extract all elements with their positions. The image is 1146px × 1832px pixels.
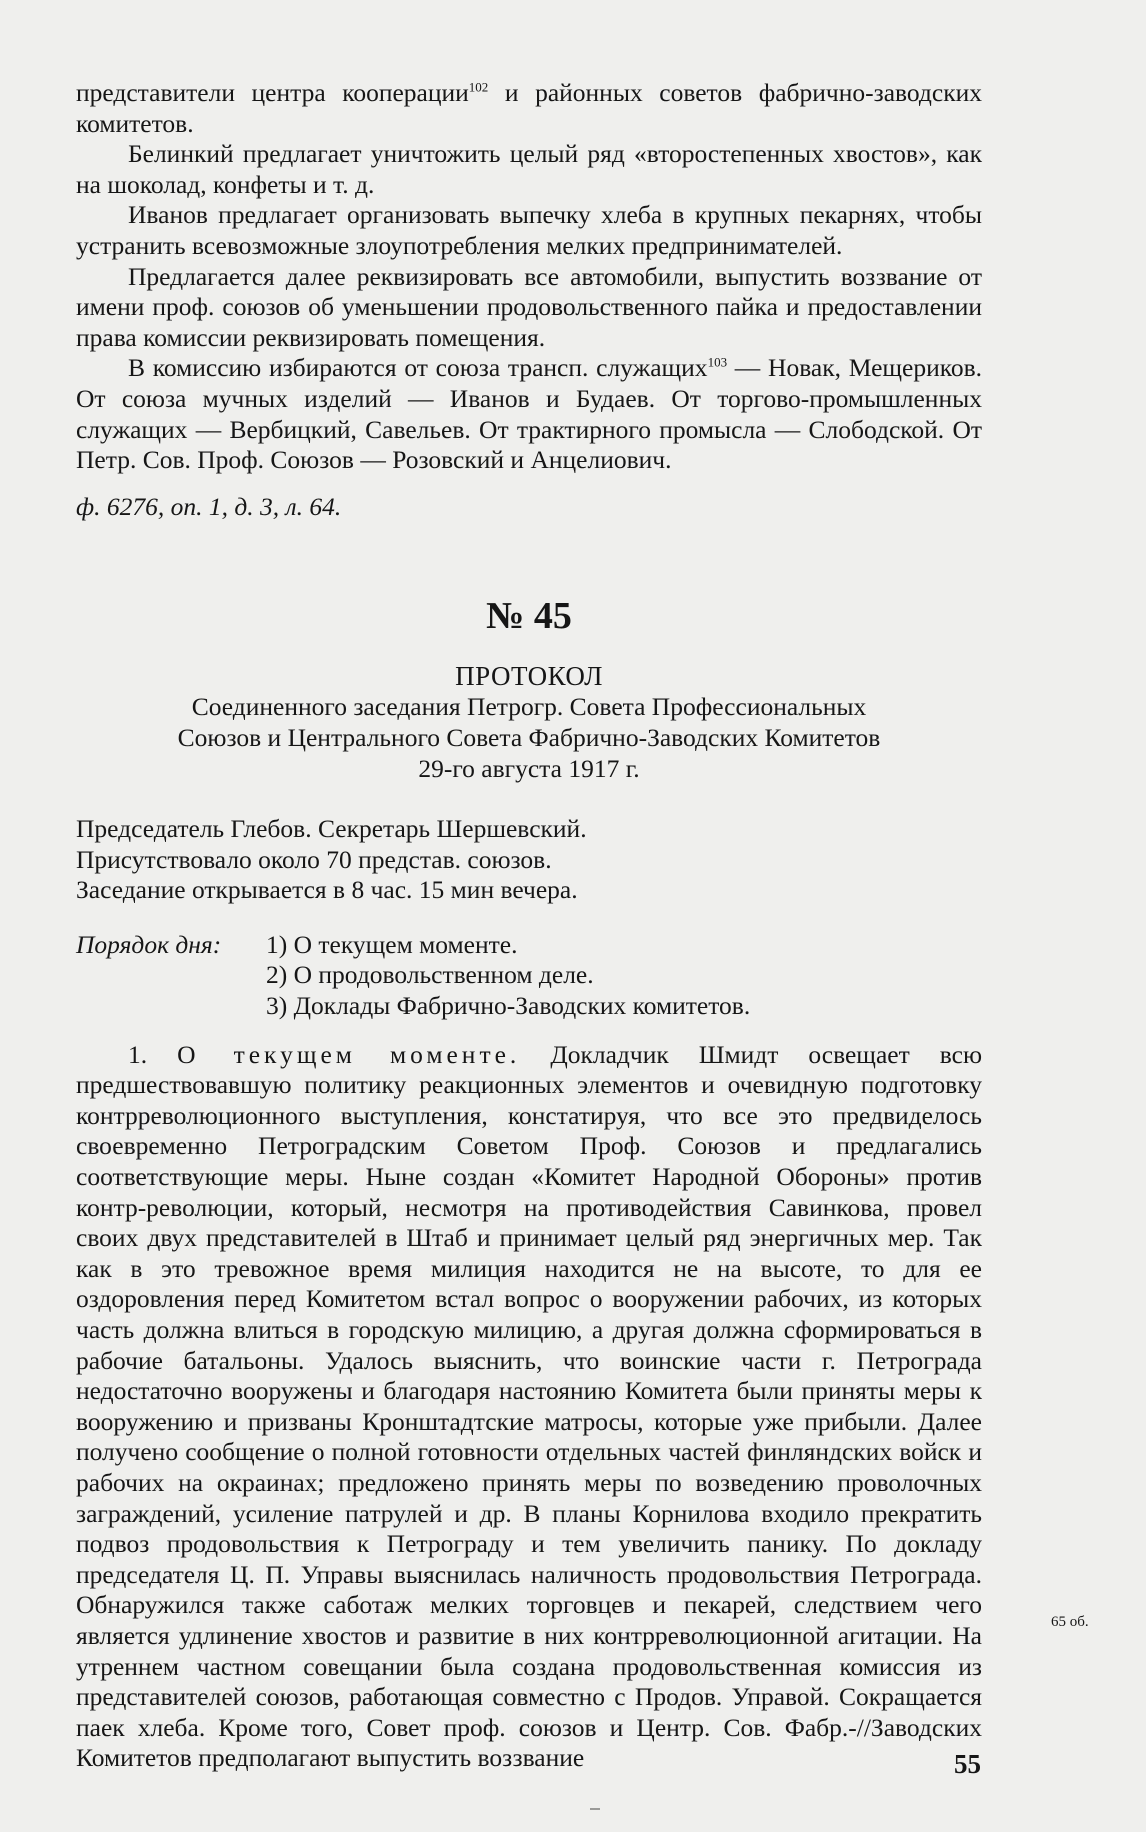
paragraph: Белинкий предлагает уничтожить целый ряд «второстепенных хвостов», как на шоколад, конфеты и т. д. bbox=[76, 139, 982, 199]
agenda-item: 3) Доклады Фабрично-Заводских комитетов. bbox=[266, 991, 751, 1021]
agenda-item: 1) О текущем моменте. bbox=[266, 929, 518, 959]
agenda bbox=[76, 930, 982, 1022]
paragraph-text: представители центра кооперации bbox=[76, 78, 469, 107]
meeting-info-line: Заседание открывается в 8 час. 15 мин вечера. bbox=[76, 875, 578, 905]
section-current-moment bbox=[76, 1040, 982, 1774]
meeting-info bbox=[76, 814, 982, 906]
document-number: № 45 bbox=[486, 595, 572, 638]
text-column bbox=[76, 78, 982, 1774]
subtitle-line: Соединенного заседания Петрогр. Совета Профессиональных bbox=[191, 692, 867, 722]
agenda-item: 2) О продовольственном деле. bbox=[266, 960, 594, 990]
page-number: 55 bbox=[954, 1749, 981, 1779]
paragraph-text: — Новак, Мещериков. От союза мучных изделий — Иванов и Будаев. От торгово-промышленных служащих — Вербицкий, Савельев. От трактирного промысла — Слободской. От Петр. Сов. Проф. Союзов — Розовский и Анцелиович. bbox=[76, 353, 983, 475]
margin-folio-note: 65 об. bbox=[1051, 1614, 1089, 1630]
agenda-list bbox=[266, 930, 982, 1022]
meeting-info-line: Присутствовало около 70 представ. союзов. bbox=[76, 844, 552, 874]
section-number: 1. bbox=[128, 1039, 148, 1069]
paragraph-text: и районных советов фабрично-заводских комитетов. bbox=[76, 78, 982, 138]
archive-reference: ф. 6276, оп. 1, д. 3, л. 64. bbox=[76, 491, 342, 521]
section-text: Докладчик Шмидт освещает всю предшествовавшую политику реакционных элементов и очевидную подготовку контрреволюционного выступления, констатируя, что все это предвиделось своевременно Петроградским Советом Проф. Союзов и предлагались соответствующие меры. Ныне создан «Комитет Народной Обороны» против контр-революции, который, несмотря на противодействия Савинкова, провел своих двух представителей в Штаб и принимает целый ряд энергичных мер. Так как в это тревожное время милиция находится не на высоте, то для ее оздоровления перед Комитетом встал вопрос о вооружении рабочих, из которых часть должна влиться в городскую милицию, а другая должна сформироваться в рабочие батальоны. Удалось выяснить, что воинские части г. Петрограда недостаточно вооружены и благодаря настоянию Комитета были приняты меры к вооружению и призваны Кронштадтские матросы, которые уже прибыли. Далее получено сообщение о полной готовности отдельных частей финляндских войск и рабочих на окраинах; предложено принять меры по возведению проволочных заграждений, усиление патрулей и др. В планы Корнилова входило прекратить подвоз продовольствия к Петрограду и тем увеличить панику. По докладу председателя Ц. П. Управы выяснилась наличность продовольствия Петрограда. Обнаружился также саботаж мелких торговцев и пекарей, следствием чего является удлинение хвостов и развитие в них контрреволюционной агитации. На утреннем частном совещании была создана продовольственная комиссия из представителей союзов, работающая совместно с Продов. Управой. Сокращается паек хлеба. Кроме того, Совет проф. союзов и Центр. Сов. Фабр.-//Заводских Комитетов предполагают выпустить воззвание bbox=[76, 1039, 983, 1773]
meeting-info-line: Председатель Глебов. Секретарь Шершевский. bbox=[76, 814, 587, 844]
subtitle-line: 29-го августа 1917 г. bbox=[418, 753, 640, 783]
paragraph: Иванов предлагает организовать выпечку хлеба в крупных пекарнях, чтобы устранить всевозможные злоупотребления мелких предпринимателей. bbox=[76, 200, 982, 260]
document-title: ПРОТОКОЛ bbox=[455, 661, 603, 692]
footnote-marker: 103 bbox=[707, 354, 728, 370]
paragraph: Предлагается далее реквизировать все автомобили, выпустить воззвание от имени проф. союзов об уменьшении продовольственного пайка и предоставлении права комиссии реквизировать помещения. bbox=[76, 261, 982, 352]
document-subtitle bbox=[76, 692, 982, 784]
paragraph bbox=[76, 353, 982, 475]
section-heading: О текущем моменте. bbox=[177, 1039, 521, 1069]
paragraph-continuation bbox=[76, 78, 982, 139]
footnote-marker: 102 bbox=[468, 79, 489, 95]
print-mark bbox=[590, 1808, 600, 1810]
agenda-label: Порядок дня: bbox=[76, 929, 222, 959]
paragraph-text: В комиссию избираются от союза трансп. служащих bbox=[128, 353, 708, 383]
subtitle-line: Союзов и Центрального Совета Фабрично-Заводских Комитетов bbox=[177, 722, 881, 752]
